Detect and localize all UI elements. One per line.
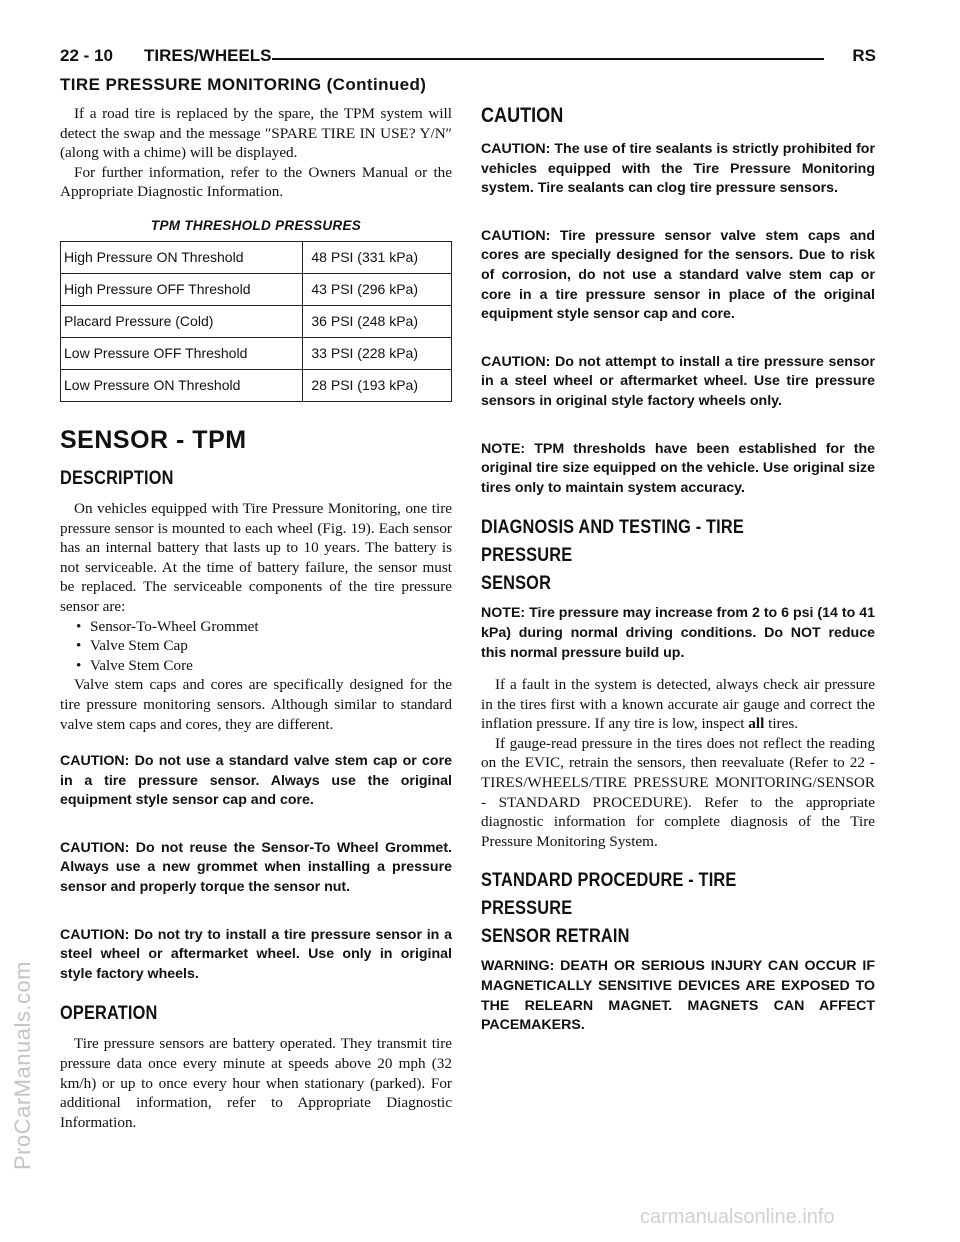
description-paragraph-2: Valve stem caps and cores are specifically designed for the tire pressure monitoring sensors. Although similar to standard valve stem caps and cores, they are different. [60,676,452,733]
description-paragraph-1: On vehicles equipped with Tire Pressure Monitoring, one tire pressure sensor is mounted to each wheel (Fig. 19). Each sensor has an internal battery that lasts up to 10 years. The battery is not serviceable. At the time of battery failure, the sensor must be replaced. The serviceable components of the tire pressure sensor are: [60,499,452,615]
threshold-table [60,241,452,402]
table-cell-label: Placard Pressure (Cold) [61,305,303,337]
caution-valve-stem: CAUTION: Tire pressure sensor valve stem caps and cores are specially designed for the sensors. Due to risk of corrosion, do not use a standard valve stem cap or core in a tire pressure sensor in place of the original equipment style sensor cap and core. [481,227,875,323]
diagnosis-paragraph-1: If a fault in the system is detected, always check air pressure in the tires first with a known accurate air gauge and correct the inflation pressure. If any tire is low, inspect all tires. [481,676,875,733]
footer-watermark: carmanualsonline.info [640,1206,835,1228]
warning-magnet: WARNING: DEATH OR SERIOUS INJURY CAN OCCUR IF MAGNETICALLY SENSITIVE DEVICES ARE EXPOSED TO THE RELEARN MAGNET. MAGNETS CAN AFFECT PACEMAKERS. [481,958,875,1034]
table-row [61,369,452,401]
side-watermark: ProCarManuals.com [10,960,35,1170]
table-cell-label: Low Pressure OFF Threshold [61,337,303,369]
sensor-tpm-heading: SENSOR - TPM [60,425,247,454]
table-row [61,305,452,337]
caution-steel-wheel: CAUTION: Do not try to install a tire pressure sensor in a steel wheel or aftermarket wheel. Use only in original style factory wheels. [60,926,452,982]
list-item: • Sensor-To-Wheel Grommet [76,617,259,635]
diagnosis-heading: DIAGNOSIS AND TESTING - TIRE PRESSURE SENSOR [481,517,744,595]
component-list [60,617,452,676]
description-heading: DESCRIPTION [60,467,174,489]
caution-sealants: CAUTION: The use of tire sealants is strictly prohibited for vehicles equipped with the Tire Pressure Monitoring system. Tire sealants can clog tire pressure sensors. [481,141,875,197]
bullet-icon: • [76,656,82,674]
page-header [60,46,876,74]
continued-heading: TIRE PRESSURE MONITORING (Continued) [60,75,427,94]
intro-paragraph-2: For further information, refer to the Owners Manual or the Appropriate Diagnostic Information. [60,163,452,201]
table-row [61,337,452,369]
table-cell-value: 28 PSI (193 kPa) [303,369,452,401]
caution-grommet: CAUTION: Do not reuse the Sensor-To Wheel Grommet. Always use a new grommet when installing a pressure sensor and properly torque the sensor nut. [60,839,452,896]
operation-paragraph: Tire pressure sensors are battery operated. They transmit tire pressure data once every minute at speeds above 20 mph (32 km/h) or up to once every hour when stationary (parked). For additional information, refer to Appropriate Diagnostic Information. [60,1035,452,1131]
note-pressure-increase: NOTE: Tire pressure may increase from 2 to 6 psi (14 to 41 kPa) during normal driving conditions. Do NOT reduce this normal pressure build up. [481,605,875,661]
right-column [481,104,875,1064]
caution-valve-cap: CAUTION: Do not use a standard valve stem cap or core in a tire pressure sensor. Always use the original equipment style sensor cap and core. [60,753,452,809]
bullet-icon: • [76,637,82,655]
bullet-icon: • [76,617,82,635]
table-cell-label: Low Pressure ON Threshold [61,369,303,401]
section-title: TIRES/WHEELS [144,46,272,65]
list-item: • Valve Stem Core [76,656,193,674]
model-code: RS [852,46,876,65]
header-rule [272,58,824,60]
table-row [61,273,452,305]
list-item: • Valve Stem Cap [76,637,188,655]
caution-install: CAUTION: Do not attempt to install a tire pressure sensor in a steel wheel or aftermarket wheel. Use tire pressure sensors in original style factory wheels only. [481,353,875,409]
operation-heading: OPERATION [60,1003,158,1025]
standard-procedure-heading: STANDARD PROCEDURE - TIRE PRESSURE SENSOR RETRAIN [481,870,737,948]
table-cell-value: 36 PSI (248 kPa) [303,305,452,337]
table-cell-label: High Pressure OFF Threshold [61,273,303,305]
note-thresholds: NOTE: TPM thresholds have been established for the original tire size equipped on the vehicle. Use original size tires only to maintain system accuracy. [481,440,875,496]
table-title: TPM THRESHOLD PRESSURES [150,217,362,233]
diagnosis-paragraph-2: If gauge-read pressure in the tires does not reflect the reading on the EVIC, retrain the sensors, then reevaluate (Refer to 22 - TIRES/WHEELS/TIRE PRESSURE MONITORING/SENSOR - STANDARD PROCEDURE). Refer to the appropriate diagnostic information for complete diagnosis of the Tire Pressure Monitoring System. [481,734,875,850]
table-cell-label: High Pressure ON Threshold [61,241,303,273]
table-cell-value: 43 PSI (296 kPa) [303,273,452,305]
table-row [61,241,452,273]
page-number: 22 - 10 [60,46,113,65]
caution-heading: CAUTION [481,104,564,127]
table-cell-value: 33 PSI (228 kPa) [303,337,452,369]
intro-paragraph-1: If a road tire is replaced by the spare, the TPM system will detect the swap and the message ″SPARE TIRE IN USE? Y/N″ (along with a chime) will be displayed. [60,105,452,162]
table-cell-value: 48 PSI (331 kPa) [303,241,452,273]
left-column [60,104,452,1132]
